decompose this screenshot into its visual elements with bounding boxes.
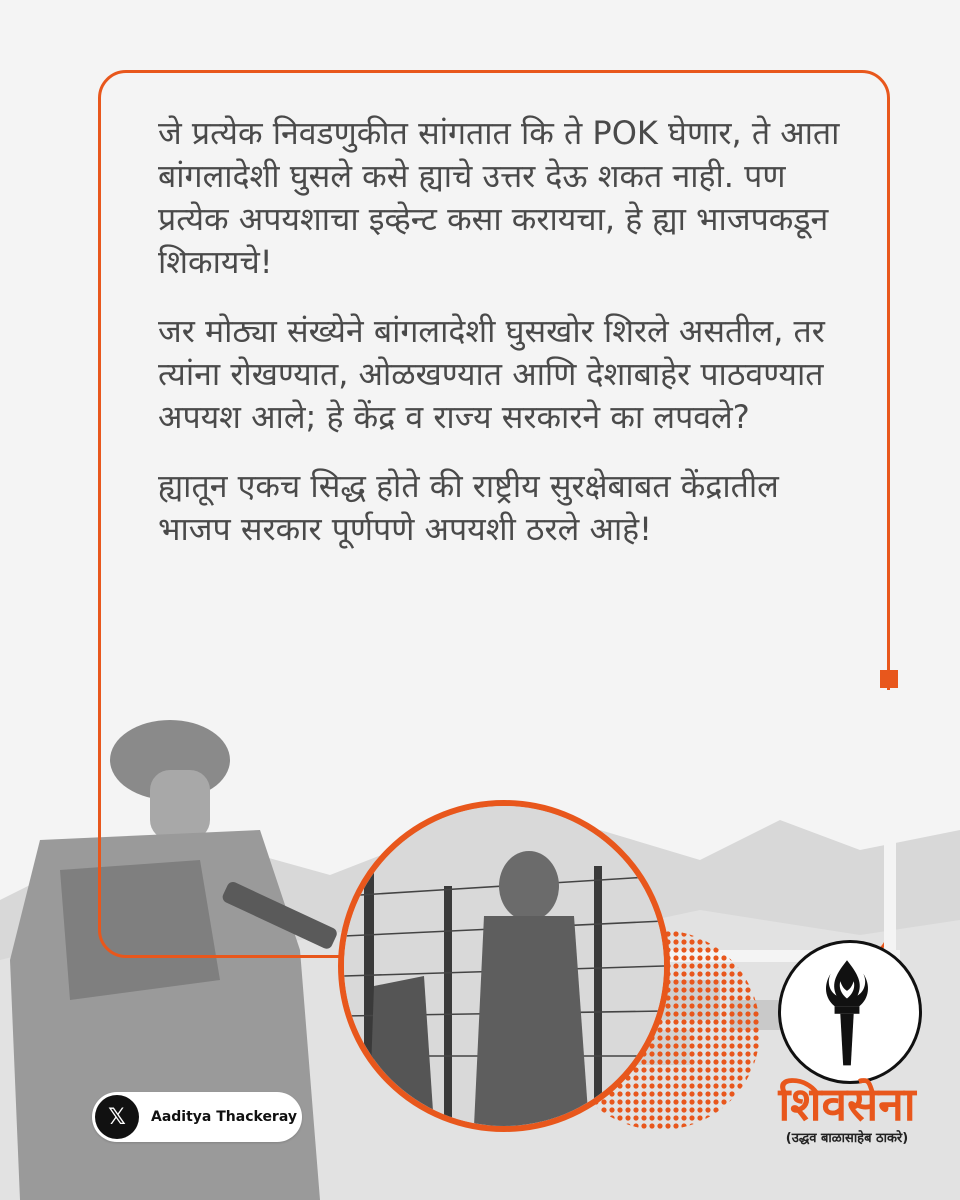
- frame-accent-square: [880, 670, 898, 688]
- soldier-figure-body: [474, 916, 589, 1126]
- frame-gap: [884, 690, 896, 980]
- paragraph: जे प्रत्येक निवडणुकीत सांगतात कि ते POK घेणार, ते आता बांगलादेशी घुसले कसे ह्याचे उत्तर देऊ शकत नाही. पण प्रत्येक अपयशाचा इव्हेन्ट कसा करायचा, हे ह्या भाजपकडून शिकायचे!: [158, 114, 840, 281]
- party-name: शिवसेना: [778, 1077, 916, 1131]
- torch-icon: [781, 943, 913, 1075]
- post-text: [158, 112, 858, 577]
- fence-post: [444, 886, 452, 1126]
- handle-name: Aaditya Thackeray: [151, 1109, 297, 1125]
- border-photo: [338, 800, 670, 1132]
- fence-post: [594, 866, 602, 1126]
- paragraph: जर मोठ्या संख्येने बांगलादेशी घुसखोर शिरले असतील, तर त्यांना रोखण्यात, ओळखण्यात आणि देशाबाहेर पाठवण्यात अपयश आले; हे केंद्र व राज्य सरकारने का लपवले?: [158, 312, 825, 436]
- paragraph: ह्यातून एकच सिद्ध होते की राष्ट्रीय सुरक्षेबाबत केंद्रातील भाजप सरकार पूर्णपणे अपयशी ठरले आहे!: [158, 467, 779, 548]
- party-subtitle: (उद्धव बाळासाहेब ठाकरे): [785, 1131, 909, 1146]
- party-logo: [778, 940, 922, 1084]
- border-photo-scene: [344, 806, 664, 1126]
- soldier-figure: [499, 851, 559, 921]
- x-logo-icon: 𝕏: [95, 1095, 139, 1139]
- social-handle[interactable]: [92, 1092, 302, 1142]
